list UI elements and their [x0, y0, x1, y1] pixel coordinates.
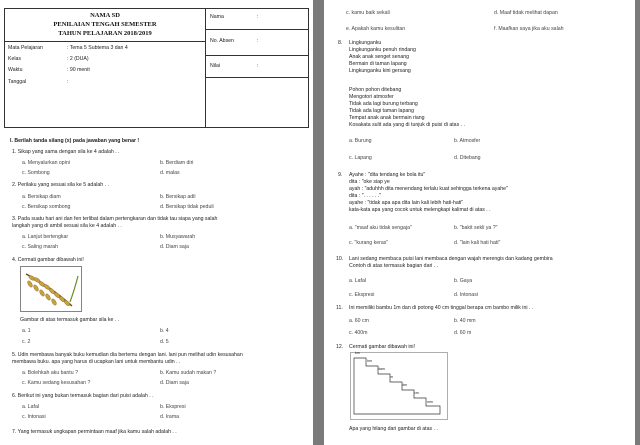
- option-11c[interactable]: c. 400m: [349, 330, 368, 336]
- option-11b[interactable]: b. 40 mm: [454, 318, 476, 324]
- option-3c[interactable]: c. Saling marah: [22, 244, 59, 250]
- field-label-subject: Mata Pelajaran: [8, 45, 43, 51]
- rice-stalk-image: [20, 266, 82, 312]
- question-12-number: 12.: [336, 344, 344, 350]
- question-2: 2. Perilaku yang sesuai sila ke 5 adalah . .: [12, 182, 109, 188]
- stair-label: km: [355, 351, 360, 355]
- header-rule: [205, 29, 309, 30]
- question-12: Cermati gambar dibawah ini!: [349, 344, 416, 350]
- exam-page-1: [0, 0, 313, 445]
- stair-label: dm: [402, 383, 407, 387]
- field-label-date: Tanggal: [8, 79, 27, 85]
- school-year: TAHUN PELAJARAN 2018/2019: [58, 30, 152, 37]
- field-value-class: : 2 (DUA): [67, 56, 89, 62]
- option-5c[interactable]: c. Kamu sedang kesusahan ?: [22, 380, 91, 386]
- question-5-cont: membawa buku. apa yang harus di ucapkan lani untuk membantu udin . .: [12, 359, 181, 365]
- poem-line: Bermain di taman lapang: [349, 61, 407, 67]
- option-6a[interactable]: a. Lafal: [22, 404, 40, 410]
- question-3: 3. Pada suatu hari ani dan fen terlibat dalam pertengkaran dan tidak tau siapa yang salah: [12, 216, 218, 222]
- question-11: Ini memiliki bambu 1m dan di potong 40 cm tinggal berapa cm bambo milik ini . .: [349, 305, 534, 311]
- instruction: I. Berilah tanda silang (x) pada jawaban yang benar !: [10, 138, 140, 144]
- exam-title: PENILAIAN TENGAH SEMESTER: [53, 21, 157, 28]
- option-2a[interactable]: a. Bersikap diam: [22, 194, 61, 200]
- question-1: 1. Sikap yang sama dengan sila ke 4 adalah . .: [12, 149, 120, 155]
- poem-line: Tempat anak anak bermain riang: [349, 115, 425, 121]
- option-1c[interactable]: c. Sombong: [22, 170, 50, 176]
- option-8a[interactable]: a. Burung: [349, 138, 372, 144]
- question-10: Lani sedang membaca puisi lani membaca dengan wajah merengis dan kadang gembira: [349, 256, 553, 262]
- option-8c[interactable]: c. Lapang: [349, 155, 372, 161]
- field-value-name: :: [257, 14, 259, 20]
- stair-label: cm: [414, 391, 419, 395]
- stair-label: mm: [427, 400, 433, 404]
- school-name: NAMA SD: [90, 12, 120, 19]
- field-value-score: :: [257, 63, 259, 69]
- option-7f[interactable]: f. Maafkan saya jika aku salah: [494, 26, 564, 32]
- exam-page-2: [324, 0, 635, 445]
- option-5a[interactable]: a. Bolehkah aku bantu ?: [22, 370, 78, 376]
- option-6d[interactable]: d. Irama: [160, 414, 180, 420]
- field-label-time: Waktu: [8, 67, 23, 73]
- stair-label: m: [390, 375, 393, 379]
- stair-label: dam: [378, 367, 385, 371]
- option-9c[interactable]: c. "kurang keras": [349, 240, 389, 246]
- option-2c[interactable]: c. Bersikap sombong: [22, 204, 71, 210]
- option-4c[interactable]: c. 2: [22, 339, 31, 345]
- option-6b[interactable]: b. Ekspresi: [160, 404, 186, 410]
- option-7d[interactable]: d. Maaf tidak melihat dapan: [494, 10, 558, 16]
- option-11a[interactable]: a. 60 cm: [349, 318, 369, 324]
- field-value-absen: :: [257, 38, 259, 44]
- option-2d[interactable]: d. Bersikap tidak peduli: [160, 204, 214, 210]
- header-rule: [205, 55, 309, 56]
- metric-staircase-image: [350, 352, 448, 420]
- header-rule: [5, 41, 205, 42]
- question-6: 6. Berikut ini yang bukan termasuk bagian dari puisi adalah . .: [12, 393, 154, 399]
- field-label-name: Nama: [210, 14, 224, 20]
- poem-line: Lingkunganku penuh rindang: [349, 47, 416, 53]
- option-5b[interactable]: b. Kamu sudah makan ?: [160, 370, 217, 376]
- option-7e[interactable]: e. Apakah kamu kesulitan: [346, 26, 406, 32]
- question-3-cont: langkah yang di ambil sesuai sila ke 4 adalah . .: [12, 223, 122, 229]
- option-9a[interactable]: a. "maaf aku tidak sengaja": [349, 225, 412, 231]
- option-1a[interactable]: a. Menyalurkan opini: [22, 160, 70, 166]
- field-label-score: Nilai: [210, 63, 221, 69]
- poem-line: Lingkunganku kini gersang: [349, 68, 411, 74]
- exam-header-box: [4, 8, 309, 128]
- question-8: Kosakata sulit ada yang di tunjuk di puisi di atas . .: [349, 122, 465, 128]
- question-9: kata-kata apa yang cocok untuk melengkapi kalimat di atas . .: [349, 207, 491, 213]
- field-value-subject: : Tema 5 Subtema 3 dan 4: [67, 45, 128, 51]
- question-10-number: 10.: [336, 256, 344, 262]
- dialog-line: Ayahe : "dita tendang ke bola itu": [349, 172, 426, 178]
- field-label-absen: No. Absen: [210, 38, 234, 44]
- option-10c[interactable]: c. Ekspresi: [349, 292, 375, 298]
- option-3b[interactable]: b. Musyawarah: [160, 234, 196, 240]
- question-11-number: 11.: [336, 305, 343, 311]
- option-11d[interactable]: d. 60 m: [454, 330, 472, 336]
- option-6c[interactable]: c. Intonasi: [22, 414, 46, 420]
- option-7c[interactable]: c. kamu baik sekali: [346, 10, 390, 16]
- header-rule: [205, 77, 309, 78]
- question-12-caption: Apa yang hilang dari gambar di atas . .: [349, 426, 438, 432]
- option-2b[interactable]: b. Bersikap adil: [160, 194, 196, 200]
- question-4-caption: Gambar di atas termasuk gambar sila ke . .: [20, 317, 120, 323]
- question-5: 5. Udin membawa banyak buku kemudian dia bertemu dengan lani. lani pun melihat udin kesusahan: [12, 352, 243, 358]
- field-label-class: Kelas: [8, 56, 21, 62]
- option-4a[interactable]: a. 1: [22, 328, 31, 334]
- dialog-line: ayah : "aduhhh dita menendang terlalu kuat sehingga terkena ayahe": [349, 186, 508, 192]
- option-1d[interactable]: d. malas: [160, 170, 180, 176]
- dialog-line: dita : ". . . . . .": [349, 193, 382, 199]
- dialog-line: dita : "oke siap ye: [349, 179, 390, 185]
- field-value-time: : 90 menit: [67, 67, 90, 73]
- option-9d[interactable]: d. "lain kali hati hati": [454, 240, 501, 246]
- poem-line: Tidak ada lagi taman lapang: [349, 108, 414, 114]
- option-4d[interactable]: d. 5: [160, 339, 169, 345]
- question-10-cont: Contoh di atas termasuk bagian dari . .: [349, 263, 439, 269]
- option-10d[interactable]: d. Intonasi: [454, 292, 478, 298]
- option-10a[interactable]: a. Lafal: [349, 278, 367, 284]
- question-4: 4. Cermati gambar dibawah ini!: [12, 257, 84, 263]
- dialog-line: ayahe : "tidak apa apa dita lain kali lebih hati-hati": [349, 200, 464, 206]
- option-10b[interactable]: b. Gaya: [454, 278, 473, 284]
- question-8-number: 8.: [338, 40, 343, 46]
- poem-line: Tidak ada lagi burung terbang: [349, 101, 418, 107]
- stair-label: hm: [367, 359, 372, 363]
- option-3d[interactable]: d. Diam saja: [160, 244, 189, 250]
- question-7: 7. Yang termasuk ungkapan permintaan maaf jika kamu salah adalah . .: [12, 429, 177, 435]
- field-value-date: :: [67, 79, 69, 85]
- option-8b[interactable]: b. Atmosfer: [454, 138, 481, 144]
- poem-line: Anak anak senget senang: [349, 54, 409, 60]
- option-8d[interactable]: d. Ditebang: [454, 155, 481, 161]
- option-1b[interactable]: b. Berdiam diri: [160, 160, 194, 166]
- option-4b[interactable]: b. 4: [160, 328, 169, 334]
- poem-line: Mengotori atmosfer: [349, 94, 394, 100]
- option-5d[interactable]: d. Diam saja: [160, 380, 189, 386]
- poem-line: Lingkunganku: [349, 40, 382, 46]
- header-divider: [205, 9, 206, 127]
- question-9-number: 9.: [338, 172, 343, 178]
- option-3a[interactable]: a. Lanjut bertengkar: [22, 234, 69, 240]
- poem-line: Pohon pohon ditebang: [349, 87, 402, 93]
- option-9b[interactable]: b. "bakit sekli ya ?": [454, 225, 498, 231]
